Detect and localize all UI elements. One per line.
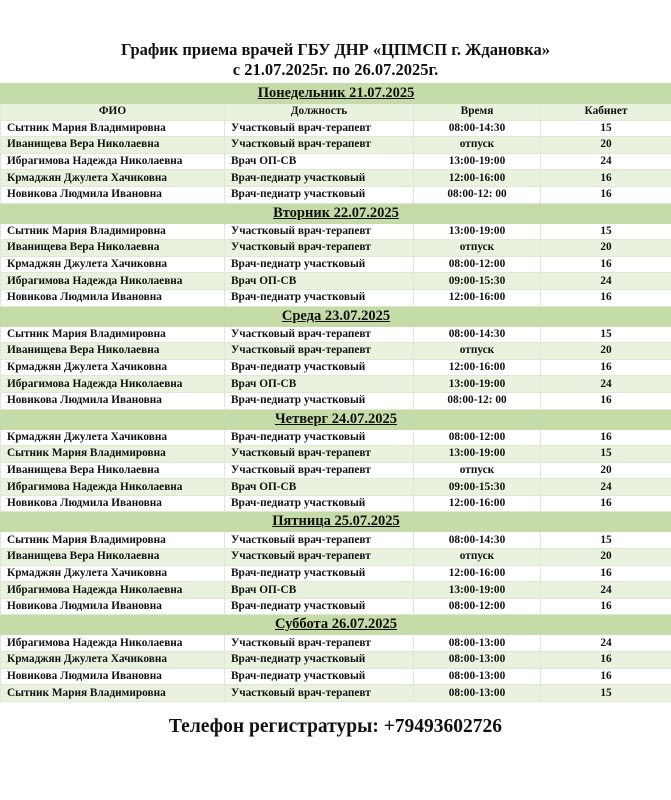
room-number: 20 — [541, 549, 671, 566]
doctor-position: Участковый врач-терапевт — [225, 137, 414, 154]
doctor-position: Врач-педиатр участковый — [225, 359, 414, 376]
appointment-time: 08:00-14:30 — [414, 532, 541, 549]
appointment-time: 13:00-19:00 — [414, 153, 541, 170]
doctor-position: Врач ОП-СВ — [225, 479, 414, 496]
day-header — [1, 409, 671, 429]
table-row — [1, 598, 671, 615]
doctor-name: Ибрагимова Надежда Николаевна — [1, 153, 225, 170]
doctor-name: Новикова Людмила Ивановна — [1, 495, 225, 512]
room-number: 24 — [541, 635, 671, 652]
room-number: 16 — [541, 289, 671, 306]
table-row — [1, 668, 671, 685]
appointment-time: отпуск — [414, 137, 541, 154]
room-number: 16 — [541, 256, 671, 273]
column-header-row — [1, 104, 671, 121]
table-row — [1, 549, 671, 566]
schedule-body — [1, 84, 671, 702]
doctor-name: Крмаджян Джулета Хачиковна — [1, 359, 225, 376]
appointment-time: 12:00-16:00 — [414, 565, 541, 582]
doctor-position: Врач-педиатр участковый — [225, 186, 414, 203]
appointment-time: 08:00-14:30 — [414, 120, 541, 137]
room-number: 16 — [541, 652, 671, 669]
page-title — [0, 40, 671, 80]
room-number: 16 — [541, 495, 671, 512]
column-header-time: Время — [414, 104, 541, 121]
table-row — [1, 120, 671, 137]
doctor-name: Сытник Мария Владимировна — [1, 326, 225, 343]
doctor-name: Новикова Людмила Ивановна — [1, 289, 225, 306]
doctor-position: Врач-педиатр участковый — [225, 598, 414, 615]
doctor-name: Иванищева Вера Николаевна — [1, 462, 225, 479]
doctor-position: Врач-педиатр участковый — [225, 668, 414, 685]
room-number: 15 — [541, 532, 671, 549]
doctor-name: Сытник Мария Владимировна — [1, 685, 225, 702]
schedule-table — [0, 83, 671, 702]
day-header-cell — [1, 84, 671, 104]
table-row — [1, 565, 671, 582]
doctor-position: Участковый врач-терапевт — [225, 462, 414, 479]
doctor-name: Крмаджян Джулета Хачиковна — [1, 429, 225, 446]
table-row — [1, 532, 671, 549]
doctor-position: Врач ОП-СВ — [225, 582, 414, 599]
doctor-name: Новикова Людмила Ивановна — [1, 392, 225, 409]
room-number: 24 — [541, 479, 671, 496]
day-header-cell — [1, 306, 671, 326]
appointment-time: 13:00-19:00 — [414, 376, 541, 393]
day-header-cell — [1, 615, 671, 635]
column-header-room: Кабинет — [541, 104, 671, 121]
doctor-position: Участковый врач-терапевт — [225, 446, 414, 463]
room-number: 20 — [541, 137, 671, 154]
day-label: Пятница 25.07.2025 — [272, 513, 400, 530]
table-row — [1, 652, 671, 669]
day-label: Среда 23.07.2025 — [281, 307, 391, 324]
room-number: 16 — [541, 392, 671, 409]
table-row — [1, 635, 671, 652]
room-number: 15 — [541, 446, 671, 463]
appointment-time: 08:00-13:00 — [414, 652, 541, 669]
day-header — [1, 615, 671, 635]
day-header — [1, 203, 671, 223]
appointment-time: 08:00-12:00 — [414, 598, 541, 615]
appointment-time: 13:00-19:00 — [414, 223, 541, 240]
doctor-position: Участковый врач-терапевт — [225, 532, 414, 549]
doctor-name: Иванищева Вера Николаевна — [1, 240, 225, 257]
doctor-name: Ибрагимова Надежда Николаевна — [1, 376, 225, 393]
column-header-fio: ФИО — [1, 104, 225, 121]
day-label: Понедельник 21.07.2025 — [257, 85, 415, 101]
table-row — [1, 240, 671, 257]
doctor-position: Врач ОП-СВ — [225, 376, 414, 393]
doctor-position: Участковый врач-терапевт — [225, 326, 414, 343]
room-number: 20 — [541, 343, 671, 360]
table-row — [1, 170, 671, 187]
appointment-time: отпуск — [414, 343, 541, 360]
doctor-position: Врач ОП-СВ — [225, 273, 414, 290]
day-header — [1, 512, 671, 532]
room-number: 16 — [541, 668, 671, 685]
room-number: 16 — [541, 429, 671, 446]
room-number: 24 — [541, 376, 671, 393]
appointment-time: отпуск — [414, 462, 541, 479]
room-number: 24 — [541, 582, 671, 599]
doctor-position: Участковый врач-терапевт — [225, 240, 414, 257]
doctor-name: Новикова Людмила Ивановна — [1, 668, 225, 685]
column-header-position: Должность — [225, 104, 414, 121]
doctor-name: Сытник Мария Владимировна — [1, 446, 225, 463]
doctor-position: Врач-педиатр участковый — [225, 495, 414, 512]
title-line-2: с 21.07.2025г. по 26.07.2025г. — [232, 60, 439, 79]
day-header-cell — [1, 512, 671, 532]
room-number: 16 — [541, 186, 671, 203]
doctor-position: Участковый врач-терапевт — [225, 549, 414, 566]
doctor-name: Иванищева Вера Николаевна — [1, 137, 225, 154]
doctor-name: Новикова Людмила Ивановна — [1, 598, 225, 615]
room-number: 16 — [541, 359, 671, 376]
appointment-time: 09:00-15:30 — [414, 273, 541, 290]
table-row — [1, 376, 671, 393]
doctor-name: Ибрагимова Надежда Николаевна — [1, 273, 225, 290]
appointment-time: 13:00-19:00 — [414, 582, 541, 599]
room-number: 16 — [541, 598, 671, 615]
appointment-time: 12:00-16:00 — [414, 359, 541, 376]
doctor-name: Крмаджян Джулета Хачиковна — [1, 652, 225, 669]
appointment-time: 08:00-14:30 — [414, 326, 541, 343]
room-number: 15 — [541, 223, 671, 240]
appointment-time: 09:00-15:30 — [414, 479, 541, 496]
room-number: 15 — [541, 326, 671, 343]
appointment-time: 12:00-16:00 — [414, 289, 541, 306]
table-row — [1, 289, 671, 306]
room-number: 15 — [541, 120, 671, 137]
appointment-time: 08:00-13:00 — [414, 635, 541, 652]
registry-phone: Телефон регистратуры: +79493602726 — [168, 716, 503, 737]
room-number: 24 — [541, 273, 671, 290]
table-row — [1, 582, 671, 599]
day-label: Вторник 22.07.2025 — [273, 204, 399, 221]
appointment-time: 08:00-12: 00 — [414, 186, 541, 203]
room-number: 15 — [541, 685, 671, 702]
table-row — [1, 186, 671, 203]
appointment-time: 08:00-13:00 — [414, 685, 541, 702]
doctor-name: Сытник Мария Владимировна — [1, 532, 225, 549]
room-number: 20 — [541, 240, 671, 257]
doctor-position: Врач ОП-СВ — [225, 153, 414, 170]
doctor-position: Врач-педиатр участковый — [225, 652, 414, 669]
doctor-position: Врач-педиатр участковый — [225, 565, 414, 582]
doctor-name: Крмаджян Джулета Хачиковна — [1, 256, 225, 273]
doctor-position: Участковый врач-терапевт — [225, 120, 414, 137]
appointment-time: 08:00-12: 00 — [414, 392, 541, 409]
doctor-name: Ибрагимова Надежда Николаевна — [1, 635, 225, 652]
table-row — [1, 153, 671, 170]
doctor-position: Участковый врач-терапевт — [225, 685, 414, 702]
doctor-name: Иванищева Вера Николаевна — [1, 549, 225, 566]
doctor-name: Крмаджян Джулета Хачиковна — [1, 170, 225, 187]
table-row — [1, 685, 671, 702]
appointment-time: отпуск — [414, 549, 541, 566]
appointment-time: отпуск — [414, 240, 541, 257]
day-header-cell — [1, 203, 671, 223]
doctor-position: Врач-педиатр участковый — [225, 392, 414, 409]
table-row — [1, 343, 671, 360]
doctor-name: Новикова Людмила Ивановна — [1, 186, 225, 203]
day-label: Четверг 24.07.2025 — [275, 410, 397, 427]
doctor-name: Сытник Мария Владимировна — [1, 223, 225, 240]
doctor-position: Участковый врач-терапевт — [225, 223, 414, 240]
table-row — [1, 429, 671, 446]
day-label: Суббота 26.07.2025 — [275, 616, 397, 633]
doctor-name: Крмаджян Джулета Хачиковна — [1, 565, 225, 582]
doctor-position: Врач-педиатр участковый — [225, 256, 414, 273]
doctor-name: Ибрагимова Надежда Николаевна — [1, 479, 225, 496]
table-row — [1, 256, 671, 273]
table-row — [1, 392, 671, 409]
day-header-cell — [1, 409, 671, 429]
appointment-time: 08:00-12:00 — [414, 429, 541, 446]
appointment-time: 12:00-16:00 — [414, 170, 541, 187]
day-header — [1, 84, 671, 104]
table-row — [1, 462, 671, 479]
room-number: 20 — [541, 462, 671, 479]
table-row — [1, 223, 671, 240]
table-row — [1, 137, 671, 154]
doctor-name: Иванищева Вера Николаевна — [1, 343, 225, 360]
doctor-position: Врач-педиатр участковый — [225, 289, 414, 306]
appointment-time: 12:00-16:00 — [414, 495, 541, 512]
table-row — [1, 446, 671, 463]
day-header — [1, 306, 671, 326]
doctor-name: Ибрагимова Надежда Николаевна — [1, 582, 225, 599]
appointment-time: 13:00-19:00 — [414, 446, 541, 463]
room-number: 16 — [541, 170, 671, 187]
doctor-position: Участковый врач-терапевт — [225, 343, 414, 360]
room-number: 24 — [541, 153, 671, 170]
table-row — [1, 495, 671, 512]
table-row — [1, 326, 671, 343]
appointment-time: 08:00-13:00 — [414, 668, 541, 685]
doctor-position: Врач-педиатр участковый — [225, 170, 414, 187]
appointment-time: 08:00-12:00 — [414, 256, 541, 273]
doctor-position: Участковый врач-терапевт — [225, 635, 414, 652]
table-row — [1, 479, 671, 496]
doctor-name: Сытник Мария Владимировна — [1, 120, 225, 137]
table-row — [1, 359, 671, 376]
table-row — [1, 273, 671, 290]
title-line-1: График приема врачей ГБУ ДНР «ЦПМСП г. Ждановка» — [120, 40, 551, 59]
room-number: 16 — [541, 565, 671, 582]
doctor-position: Врач-педиатр участковый — [225, 429, 414, 446]
